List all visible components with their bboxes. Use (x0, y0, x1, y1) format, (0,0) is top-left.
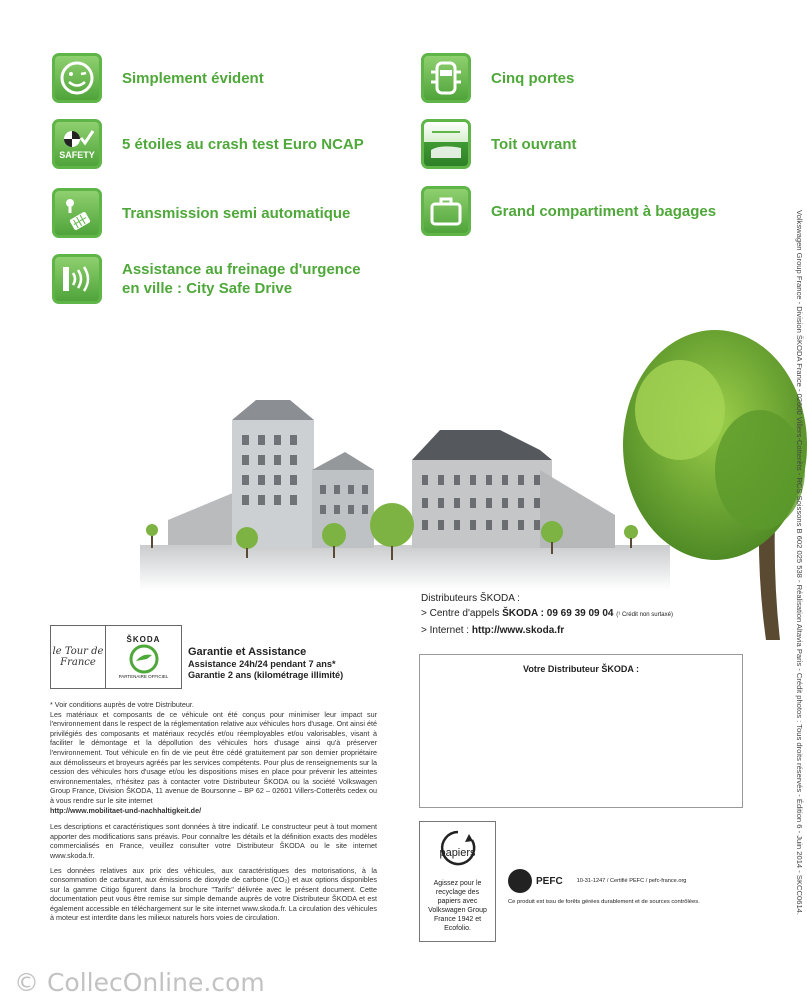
feature-label: Toit ouvrant (491, 135, 577, 153)
feature-label: Grand compartiment à bagages (491, 202, 717, 220)
feature-label: Simplement évident (122, 69, 264, 87)
feature-label: 5 étoiles au crash test Euro NCAP (122, 135, 364, 153)
pefc-note: Ce produit est issu de forêts gérées durablement et de sources contrôlées. (508, 899, 700, 905)
legal-paragraph-prices: Les données relatives aux prix des véhicules, aux caractéristiques des motorisations, à la consommation de carburant, aux émissions de dioxyde de carbone (CO₂) et aux options disponibles sur la gamme Citigo figurent dans la brochure "Tarifs" délivrée avec le présent document. Cette documentation peut vous être remise sur simple demande auprès de votre Distributeur ŠKODA et est également accessible en téléchargement sur le site internet www.skoda.fr. La circulation des véhicules à moteur est interdite dans les milieux naturels hors voies de circulation. (50, 865, 377, 923)
distributors-web: > Internet : http://www.skoda.fr (421, 625, 565, 636)
distributors-phone: > Centre d'appels ŠKODA : 09 69 39 09 04 (¹ Crédit non surtaxé) (421, 608, 673, 619)
feature-label: Cinq portes (491, 69, 575, 87)
warranty-text (188, 645, 343, 681)
legal-text (50, 700, 377, 923)
warranty-title: Garantie et Assistance (188, 646, 307, 658)
brake-radar-icon (52, 254, 102, 304)
pefc-tree-icon (508, 869, 532, 893)
skoda-arrow-icon (129, 644, 159, 674)
feature-toit-ouvrant (421, 119, 577, 169)
smiley-icon (52, 53, 102, 103)
feature-transmission (52, 188, 350, 238)
gear-stick-icon (52, 188, 102, 238)
pefc-block (508, 869, 748, 905)
dealer-stamp-box (419, 654, 743, 808)
pefc-code: 10-31-1247 / Certifié PEFC / pefc-france.org (576, 878, 687, 884)
suitcase-icon (421, 186, 471, 236)
legal-paragraph-descriptions: Les descriptions et caractéristiques sont données à titre indicatif. Le constructeur peut à tout moment apporter des modifications sans préavis. Pour connaître les détails et la définition exacts des modèles commercialisés en France, veuillez consulter votre Distributeur ŠKODA ou le site internet www.skoda.fr. (50, 822, 377, 860)
pefc-logo: PEFC (536, 875, 563, 887)
dealer-box-title: Votre Distributeur ŠKODA : (522, 664, 639, 674)
feature-label: Assistance au freinage d'urgence en ville : City Safe Drive (122, 261, 361, 297)
feature-city-safe-drive (52, 254, 382, 304)
distributors-block (421, 591, 721, 638)
skoda-logo: ŠKODA PARTENAIRE OFFICIEL (118, 635, 169, 679)
distributors-title: Distributeurs ŠKODA : (421, 593, 520, 604)
watermark: © CollecOnline.com (14, 968, 265, 997)
sunroof-icon (421, 119, 471, 169)
feature-label: Transmission semi automatique (122, 204, 351, 222)
recycle-text: Agissez pour le recyclage des papiers avec Volkswagen Group France 1942 et Ecofolio. (428, 880, 487, 932)
legal-link[interactable]: http://www.mobilitaet-und-nachhaltigkeit.de/ (50, 805, 202, 815)
vertical-imprint: Volkswagen Group France - Division ŠKODA France - 02600 Villers-Cotterêts - RCS Soissons B 602 025 538 - Réalisation Altavia Paris - Crédit photos : Tous droits réservés - Édition 6 - Juin 2014 - SKCC0614. (795, 210, 804, 916)
call-center-number: ŠKODA : 09 69 39 09 04 (502, 608, 614, 619)
warranty-logos (50, 625, 182, 689)
feature-bagages (421, 186, 716, 236)
safety-shield-icon (52, 119, 102, 169)
assistance-line: Assistance 24h/24 pendant 7 ans* (188, 659, 336, 669)
safety-icon-text: SAFETY (59, 150, 95, 160)
feature-simplement-evident (52, 53, 264, 103)
tour-de-france-logo: le Tour de France (51, 626, 106, 688)
guarantee-line: Garantie 2 ans (kilométrage illimité) (188, 670, 344, 680)
recycle-box (419, 821, 496, 942)
car-doors-icon (421, 53, 471, 103)
recycle-label: papiers (439, 847, 476, 859)
feature-euro-ncap (52, 119, 364, 169)
legal-paragraph-recycling: * Voir conditions auprès de votre Distributeur. Les matériaux et composants de ce véhicule ont été conçus pour minimiser leur impact sur l'environnement dans le respect de la réglementation relative aux véhicules hors d'usage. Ont ainsi été privilégiés des composants et matériaux recyclés et/ou réemployables et/ou valorisables, visant à faciliter le démontage et la dépollution des véhicules hors d'usage ainsi qu'à préserver l'environnement. Tout véhicule en fin de vie peut être cédé gratuitement par son dernier propriétaire aux démolisseurs et broyeurs agréés par les services compétents. Pour plus de renseignements sur la cession des véhicules hors d'usage et/ou les dispositions mises en place pour prévenir les atteintes environnementales, n'hésitez pas à contacter votre Distributeur ŠKODA ou la société Volkswagen Group France, Division ŠKODA, 11 avenue de Boursonne – BP 62 – 02601 Villers-Cotterêts cedex ou à vous rendre sur le site internet (50, 700, 377, 805)
feature-cinq-portes (421, 53, 574, 103)
skoda-website-link[interactable]: http://www.skoda.fr (471, 625, 565, 636)
